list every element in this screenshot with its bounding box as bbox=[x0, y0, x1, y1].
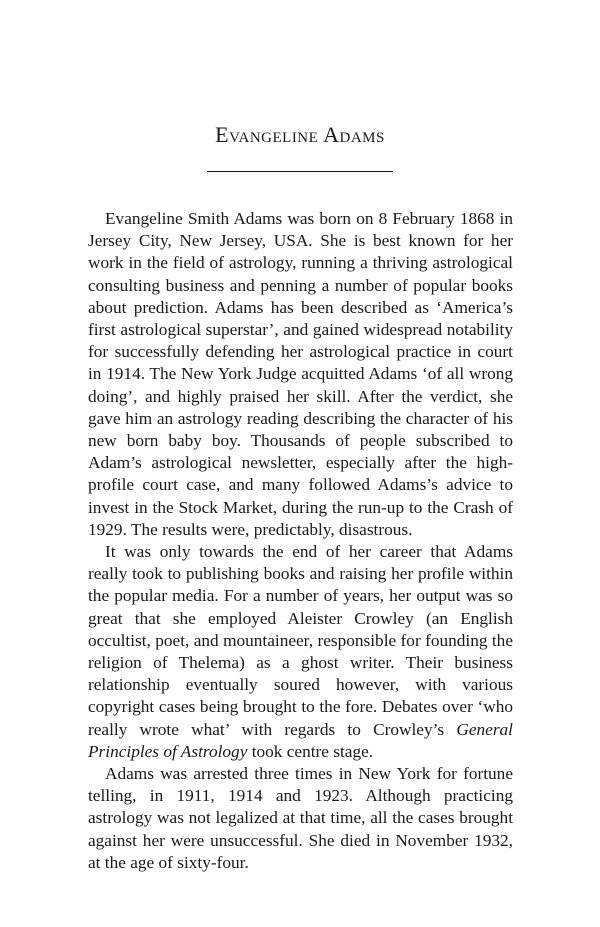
book-title-italic: General Principles of Astrology bbox=[88, 719, 513, 761]
paragraph-2-text-after: took centre stage. bbox=[247, 741, 374, 761]
paragraph-2-text-before: It was only towards the end of her career that Adams really took to publishing books and raising her profile within the popular media. For a number of years, her output was so great that she employed Aleister Crowley (an English occultist, poet, and mountaineer, responsible for founding the religion of Thelema) as a ghost writer. Their business relationship eventually soured however, with various copyright cases being brought to the fore. Debates over ‘who really wrote what’ with regards to Crowley’s bbox=[88, 542, 513, 739]
paragraph-3: Adams was arrested three times in New York for fortune telling, in 1911, 1914 and 1923. Although practicing astrology was not legalized at that time, all the cases brought against her were unsuccessful. She died in November 1932, at the age of sixty-four. bbox=[88, 764, 513, 872]
paragraph-1: Evangeline Smith Adams was born on 8 February 1868 in Jersey City, New Jersey, USA. She is best known for her work in the field of astrology, running a thriving astrological consulting business and penning a number of popular books about prediction. Adams has been described as ‘America’s first astrological superstar’, and gained widespread notability for successfully defending her astrological practice in court in 1914. The New York Judge acquitted Adams ‘of all wrong doing’, and highly praised her skill. After the verdict, she gave him an astrology reading describing the character of his new born baby boy. Thousands of people subscribed to Adam’s astrological newsletter, especially after the high-profile court case, and many followed Adams’s advice to invest in the Stock Market, during the run-up to the Crash of 1929. The results were, predictably, disastrous. bbox=[88, 209, 513, 539]
title-divider bbox=[207, 171, 393, 172]
chapter-title: Evangeline Adams bbox=[215, 122, 385, 147]
paragraph-2 bbox=[88, 541, 513, 763]
chapter-body bbox=[88, 208, 513, 874]
